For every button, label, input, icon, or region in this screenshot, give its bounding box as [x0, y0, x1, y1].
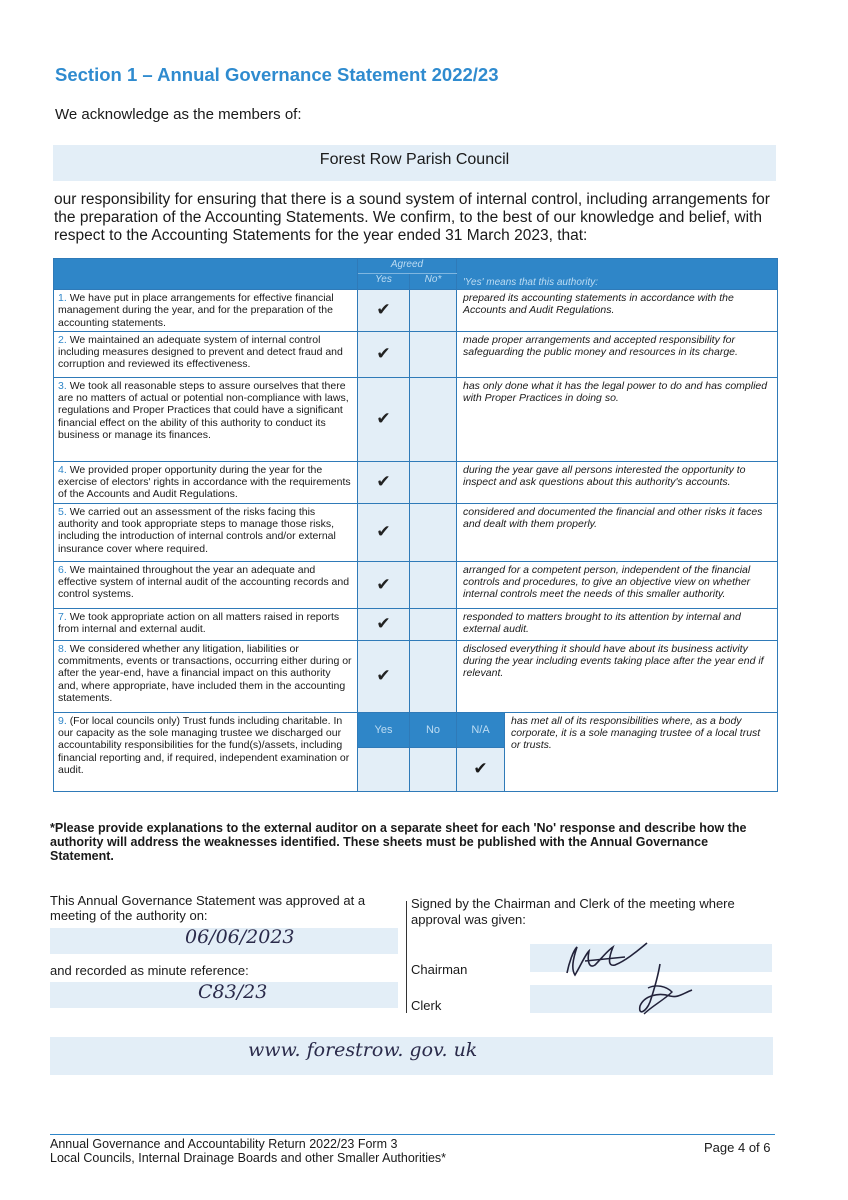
means-5: considered and documented the financial and other risks it faces and dealt with them properly.: [457, 503, 778, 561]
statement-9: 9. (For local councils only) Trust funds including charitable. In our capacity as the sole managing trustee we discharged our accountability responsibilities for the fund(s)/assets, including financial reporting and, if required, independent examination or audit.: [54, 712, 358, 791]
row9-yes-checkbox[interactable]: [358, 747, 410, 791]
statement-2: 2. We maintained an adequate system of internal control including measures designed to prevent and detect fraud and corruption and reviewed its effectiveness.: [54, 331, 358, 377]
no-checkbox-8[interactable]: [410, 640, 457, 712]
minute-reference: C83/23: [198, 981, 268, 1003]
means-2: made proper arrangements and accepted responsibility for safeguarding the public money and resources in its charge.: [457, 331, 778, 377]
statement-1: 1. We have put in place arrangements for effective financial management during the year, and for the preparation of the accounting statements.: [54, 290, 358, 332]
statement-8: 8. We considered whether any litigation, liabilities or commitments, events or transactions, occurring either during or after the year-end, have a financial impact on this authority and, where appropriate, have included them in the accounting statements.: [54, 640, 358, 712]
footer-line-2: Local Councils, Internal Drainage Boards and other Smaller Authorities*: [50, 1150, 447, 1165]
minute-text: and recorded as minute reference:: [50, 963, 249, 978]
acknowledge-text: We acknowledge as the members of:: [55, 106, 302, 123]
statement-6: 6. We maintained throughout the year an adequate and effective system of internal audit of the accounting records and control systems.: [54, 561, 358, 608]
table-row: [54, 640, 778, 712]
yes-checkbox-3[interactable]: ✔: [358, 377, 410, 461]
agreed-header: Agreed: [358, 259, 457, 274]
footnote: *Please provide explanations to the external auditor on a separate sheet for each 'No' response and describe how the authority will address the weaknesses identified. These sheets must be published with the Annual Governance Statement.: [50, 821, 747, 863]
yes-checkbox-8[interactable]: ✔: [358, 640, 410, 712]
yes-checkbox-7[interactable]: ✔: [358, 608, 410, 640]
table-row: [54, 290, 778, 332]
statement-7: 7. We took appropriate action on all matters raised in reports from internal and external audit.: [54, 608, 358, 640]
footer-text: [50, 1138, 446, 1165]
no-checkbox-4[interactable]: [410, 461, 457, 503]
no-header: No*: [410, 274, 457, 290]
table-row: [54, 608, 778, 640]
row9-na-checkbox[interactable]: ✔: [457, 747, 505, 791]
yes-header: Yes: [358, 274, 410, 290]
means-4: during the year gave all persons interested the opportunity to inspect and ask questions about this authority's accounts.: [457, 461, 778, 503]
table-row: [54, 461, 778, 503]
clerk-label: Clerk: [411, 998, 442, 1013]
means-header: 'Yes' means that this authority:: [457, 259, 778, 290]
no-checkbox-5[interactable]: [410, 503, 457, 561]
chairman-label: Chairman: [411, 962, 468, 977]
yes-checkbox-5[interactable]: ✔: [358, 503, 410, 561]
page-number: Page 4 of 6: [704, 1140, 771, 1155]
approved-text: This Annual Governance Statement was approved at a meeting of the authority on:: [50, 893, 366, 923]
means-3: has only done what it has the legal power to do and has complied with Proper Practices in doing so.: [457, 377, 778, 461]
means-8: disclosed everything it should have about its business activity during the year including events taking place after the year end if relevant.: [457, 640, 778, 712]
means-6: arranged for a competent person, independent of the financial controls and procedures, to give an objective view on whether internal controls meet the needs of this smaller authority.: [457, 561, 778, 608]
no-checkbox-1[interactable]: [410, 290, 457, 332]
row9-no-header: No: [410, 712, 457, 747]
page-title: Section 1 – Annual Governance Statement 2022/23: [55, 64, 499, 85]
means-7: responded to matters brought to its attention by internal and external audit.: [457, 608, 778, 640]
row9-no-checkbox[interactable]: [410, 747, 457, 791]
council-name: Forest Row Parish Council: [319, 151, 510, 168]
table-row: [54, 712, 778, 747]
table-row: [54, 377, 778, 461]
no-checkbox-6[interactable]: [410, 561, 457, 608]
no-checkbox-3[interactable]: [410, 377, 457, 461]
yes-checkbox-4[interactable]: ✔: [358, 461, 410, 503]
statement-4: 4. We provided proper opportunity during the year for the exercise of electors' rights in accordance with the requirements of the Accounts and Audit Regulations.: [54, 461, 358, 503]
table-row: [54, 503, 778, 561]
statement-5: 5. We carried out an assessment of the risks facing this authority and took appropriate steps to manage those risks, including the introduction of internal controls and/or external insurance cover where required.: [54, 503, 358, 561]
clerk-signature: [620, 962, 700, 1022]
yes-checkbox-6[interactable]: ✔: [358, 561, 410, 608]
table-header-blank: [54, 259, 358, 290]
statement-3: 3. We took all reasonable steps to assure ourselves that there are no matters of actual or potential non-compliance with laws, regulations and Proper Practices that could have a significant financial effect on the ability of this authority to conduct its business or manage its finances.: [54, 377, 358, 461]
yes-checkbox-1[interactable]: ✔: [358, 290, 410, 332]
means-1: prepared its accounting statements in accordance with the Accounts and Audit Regulations.: [457, 290, 778, 332]
no-checkbox-7[interactable]: [410, 608, 457, 640]
table-row: [54, 561, 778, 608]
responsibility-paragraph: our responsibility for ensuring that there is a sound system of internal control, including arrangements for the preparation of the Accounting Statements. We confirm, to the best of our knowledge and belief, with respect to the Accounting Statements for the year ended 31 March 2023, that:: [54, 191, 770, 244]
table-row: [54, 331, 778, 377]
footer-rule: [50, 1134, 775, 1135]
footer-line-1: Annual Governance and Accountability Return 2022/23 Form 3: [50, 1137, 398, 1151]
divider: [406, 901, 407, 1013]
no-checkbox-2[interactable]: [410, 331, 457, 377]
signed-text: Signed by the Chairman and Clerk of the meeting where approval was given:: [411, 896, 735, 927]
row9-yes-header: Yes: [358, 712, 410, 747]
row9-na-header: N/A: [457, 712, 505, 747]
governance-table: [53, 258, 778, 792]
approval-date: 06/06/2023: [185, 926, 295, 948]
yes-checkbox-2[interactable]: ✔: [358, 331, 410, 377]
website-address: www. forestrow. gov. uk: [248, 1039, 478, 1061]
means-9: has met all of its responsibilities where, as a body corporate, it is a sole managing trustee of a local trust or trusts.: [505, 712, 778, 791]
